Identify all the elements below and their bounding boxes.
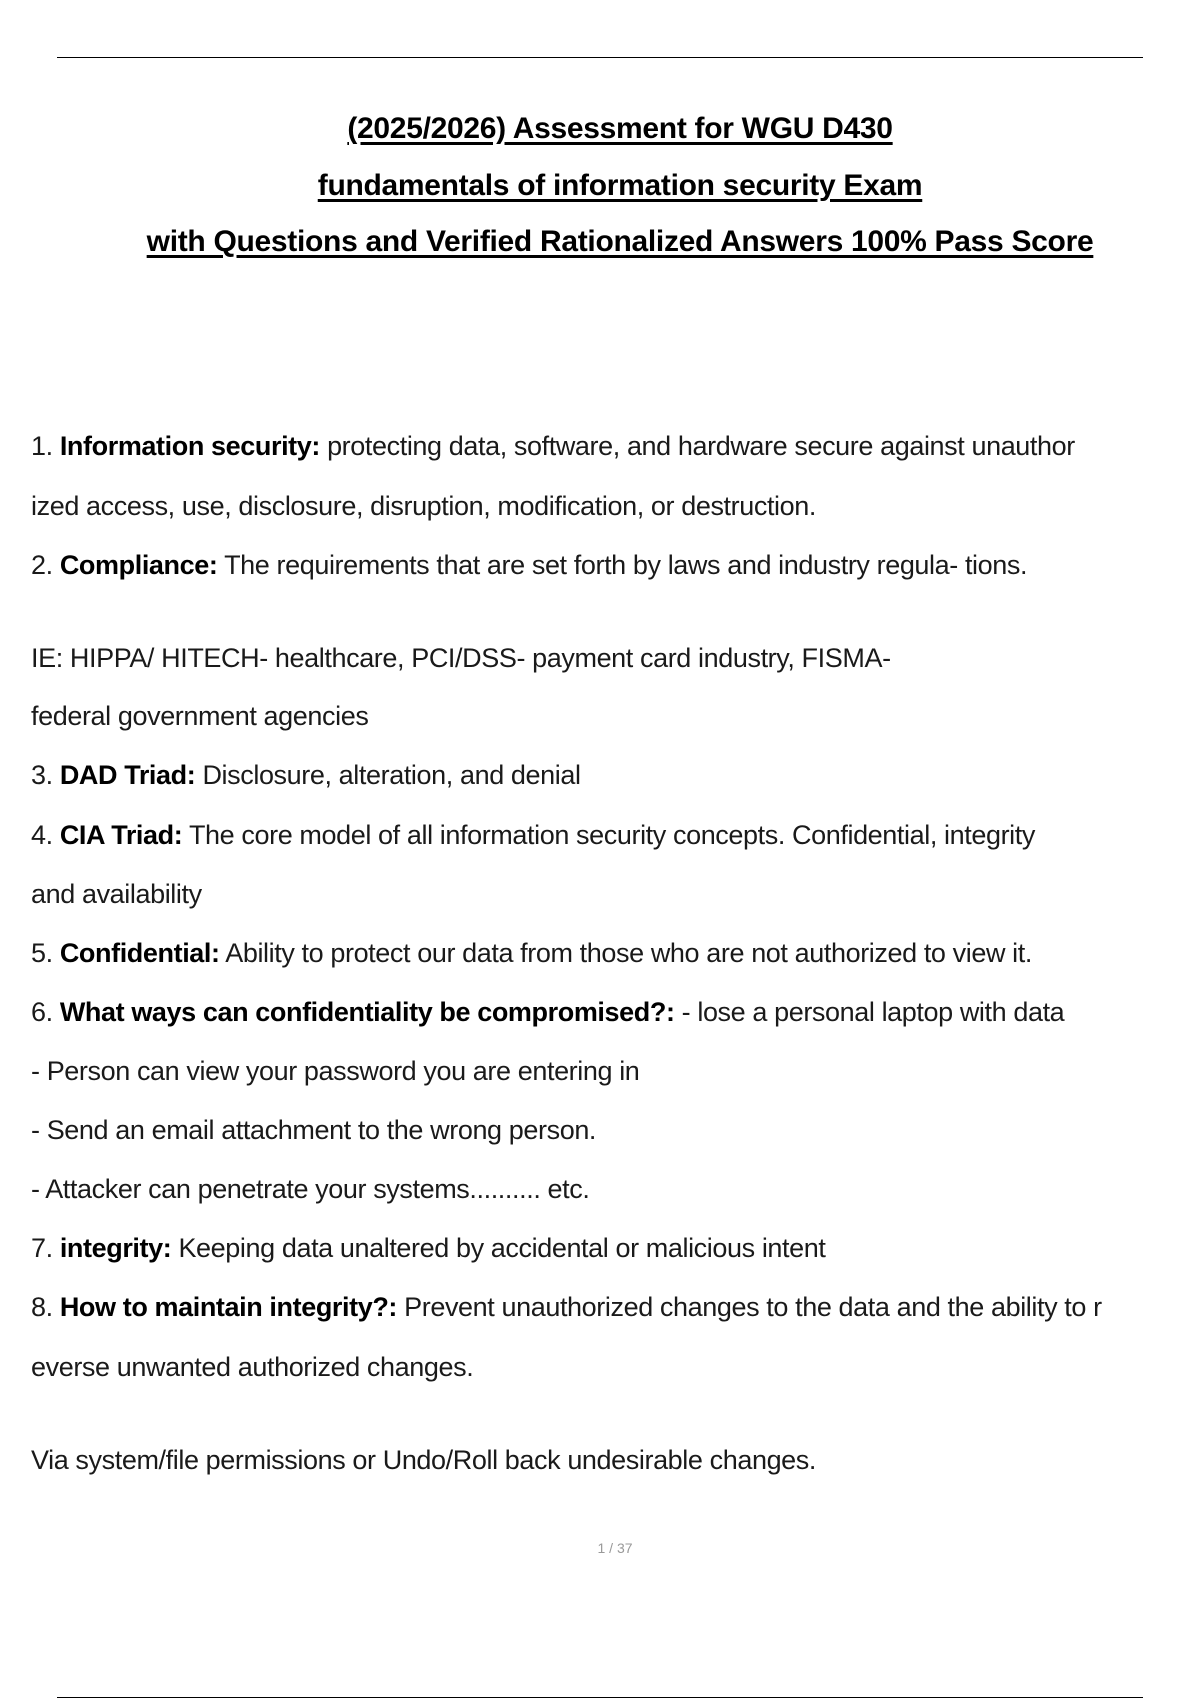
- item-text: Disclosure, alteration, and denial: [195, 760, 581, 790]
- item-term: Confidential:: [59, 938, 220, 968]
- item-5: [31, 938, 1032, 969]
- item-7: [31, 1233, 825, 1264]
- item-1: [31, 431, 1075, 462]
- item-6-continuation: - Send an email attachment to the wrong person.: [31, 1115, 597, 1145]
- item-number: 6.: [31, 997, 53, 1027]
- item-4: [31, 820, 1035, 851]
- item-text: The core model of all information security concepts. Confidential, integrity: [182, 820, 1035, 850]
- top-rule: [57, 57, 1143, 58]
- item-term: What ways can confidentiality be compromised?:: [59, 997, 675, 1027]
- item-2-continuation: federal government agencies: [31, 701, 369, 731]
- item-number: 7.: [31, 1233, 53, 1263]
- item-text: Prevent unauthorized changes to the data and the ability to r: [397, 1292, 1102, 1322]
- item-number: 2.: [31, 550, 53, 580]
- page-indicator: 1 / 37: [597, 1540, 633, 1556]
- item-6-continuation: - Attacker can penetrate your systems.......... etc.: [31, 1174, 590, 1204]
- item-number: 5.: [31, 938, 53, 968]
- item-term: CIA Triad:: [59, 820, 183, 850]
- title-line-3: with Questions and Verified Rationalized Answers 100% Pass Score: [146, 225, 1094, 258]
- item-number: 8.: [31, 1292, 53, 1322]
- item-1-continuation: ized access, use, disclosure, disruption, modification, or destruction.: [31, 491, 816, 521]
- item-term: integrity:: [59, 1233, 172, 1263]
- item-text: - lose a personal laptop with data: [674, 997, 1065, 1027]
- item-term: Compliance:: [59, 550, 218, 580]
- item-text: The requirements that are set forth by laws and industry regula- tions.: [217, 550, 1028, 580]
- item-term: Information security:: [59, 431, 320, 461]
- item-4-continuation: and availability: [31, 879, 202, 909]
- item-6-continuation: - Person can view your password you are entering in: [31, 1056, 640, 1086]
- item-2: [31, 550, 1027, 581]
- item-number: 3.: [31, 760, 53, 790]
- item-number: 1.: [31, 431, 53, 461]
- item-text: Keeping data unaltered by accidental or malicious intent: [171, 1233, 826, 1263]
- item-term: DAD Triad:: [59, 760, 196, 790]
- item-term: How to maintain integrity?:: [59, 1292, 398, 1322]
- bottom-rule: [57, 1697, 1143, 1698]
- title-line-1: (2025/2026) Assessment for WGU D430: [347, 112, 893, 145]
- item-8-continuation: everse unwanted authorized changes.: [31, 1352, 474, 1382]
- item-3: [31, 760, 581, 791]
- item-2-continuation: IE: HIPPA/ HITECH- healthcare, PCI/DSS- payment card industry, FISMA-: [31, 643, 891, 673]
- item-number: 4.: [31, 820, 53, 850]
- item-text: Ability to protect our data from those who are not authorized to view it.: [219, 938, 1032, 968]
- title-line-2: fundamentals of information security Exam: [317, 169, 923, 202]
- item-6: [31, 997, 1064, 1028]
- item-text: protecting data, software, and hardware secure against unauthor: [319, 431, 1075, 461]
- item-8-continuation: Via system/file permissions or Undo/Roll back undesirable changes.: [31, 1445, 816, 1475]
- item-8: [31, 1292, 1102, 1323]
